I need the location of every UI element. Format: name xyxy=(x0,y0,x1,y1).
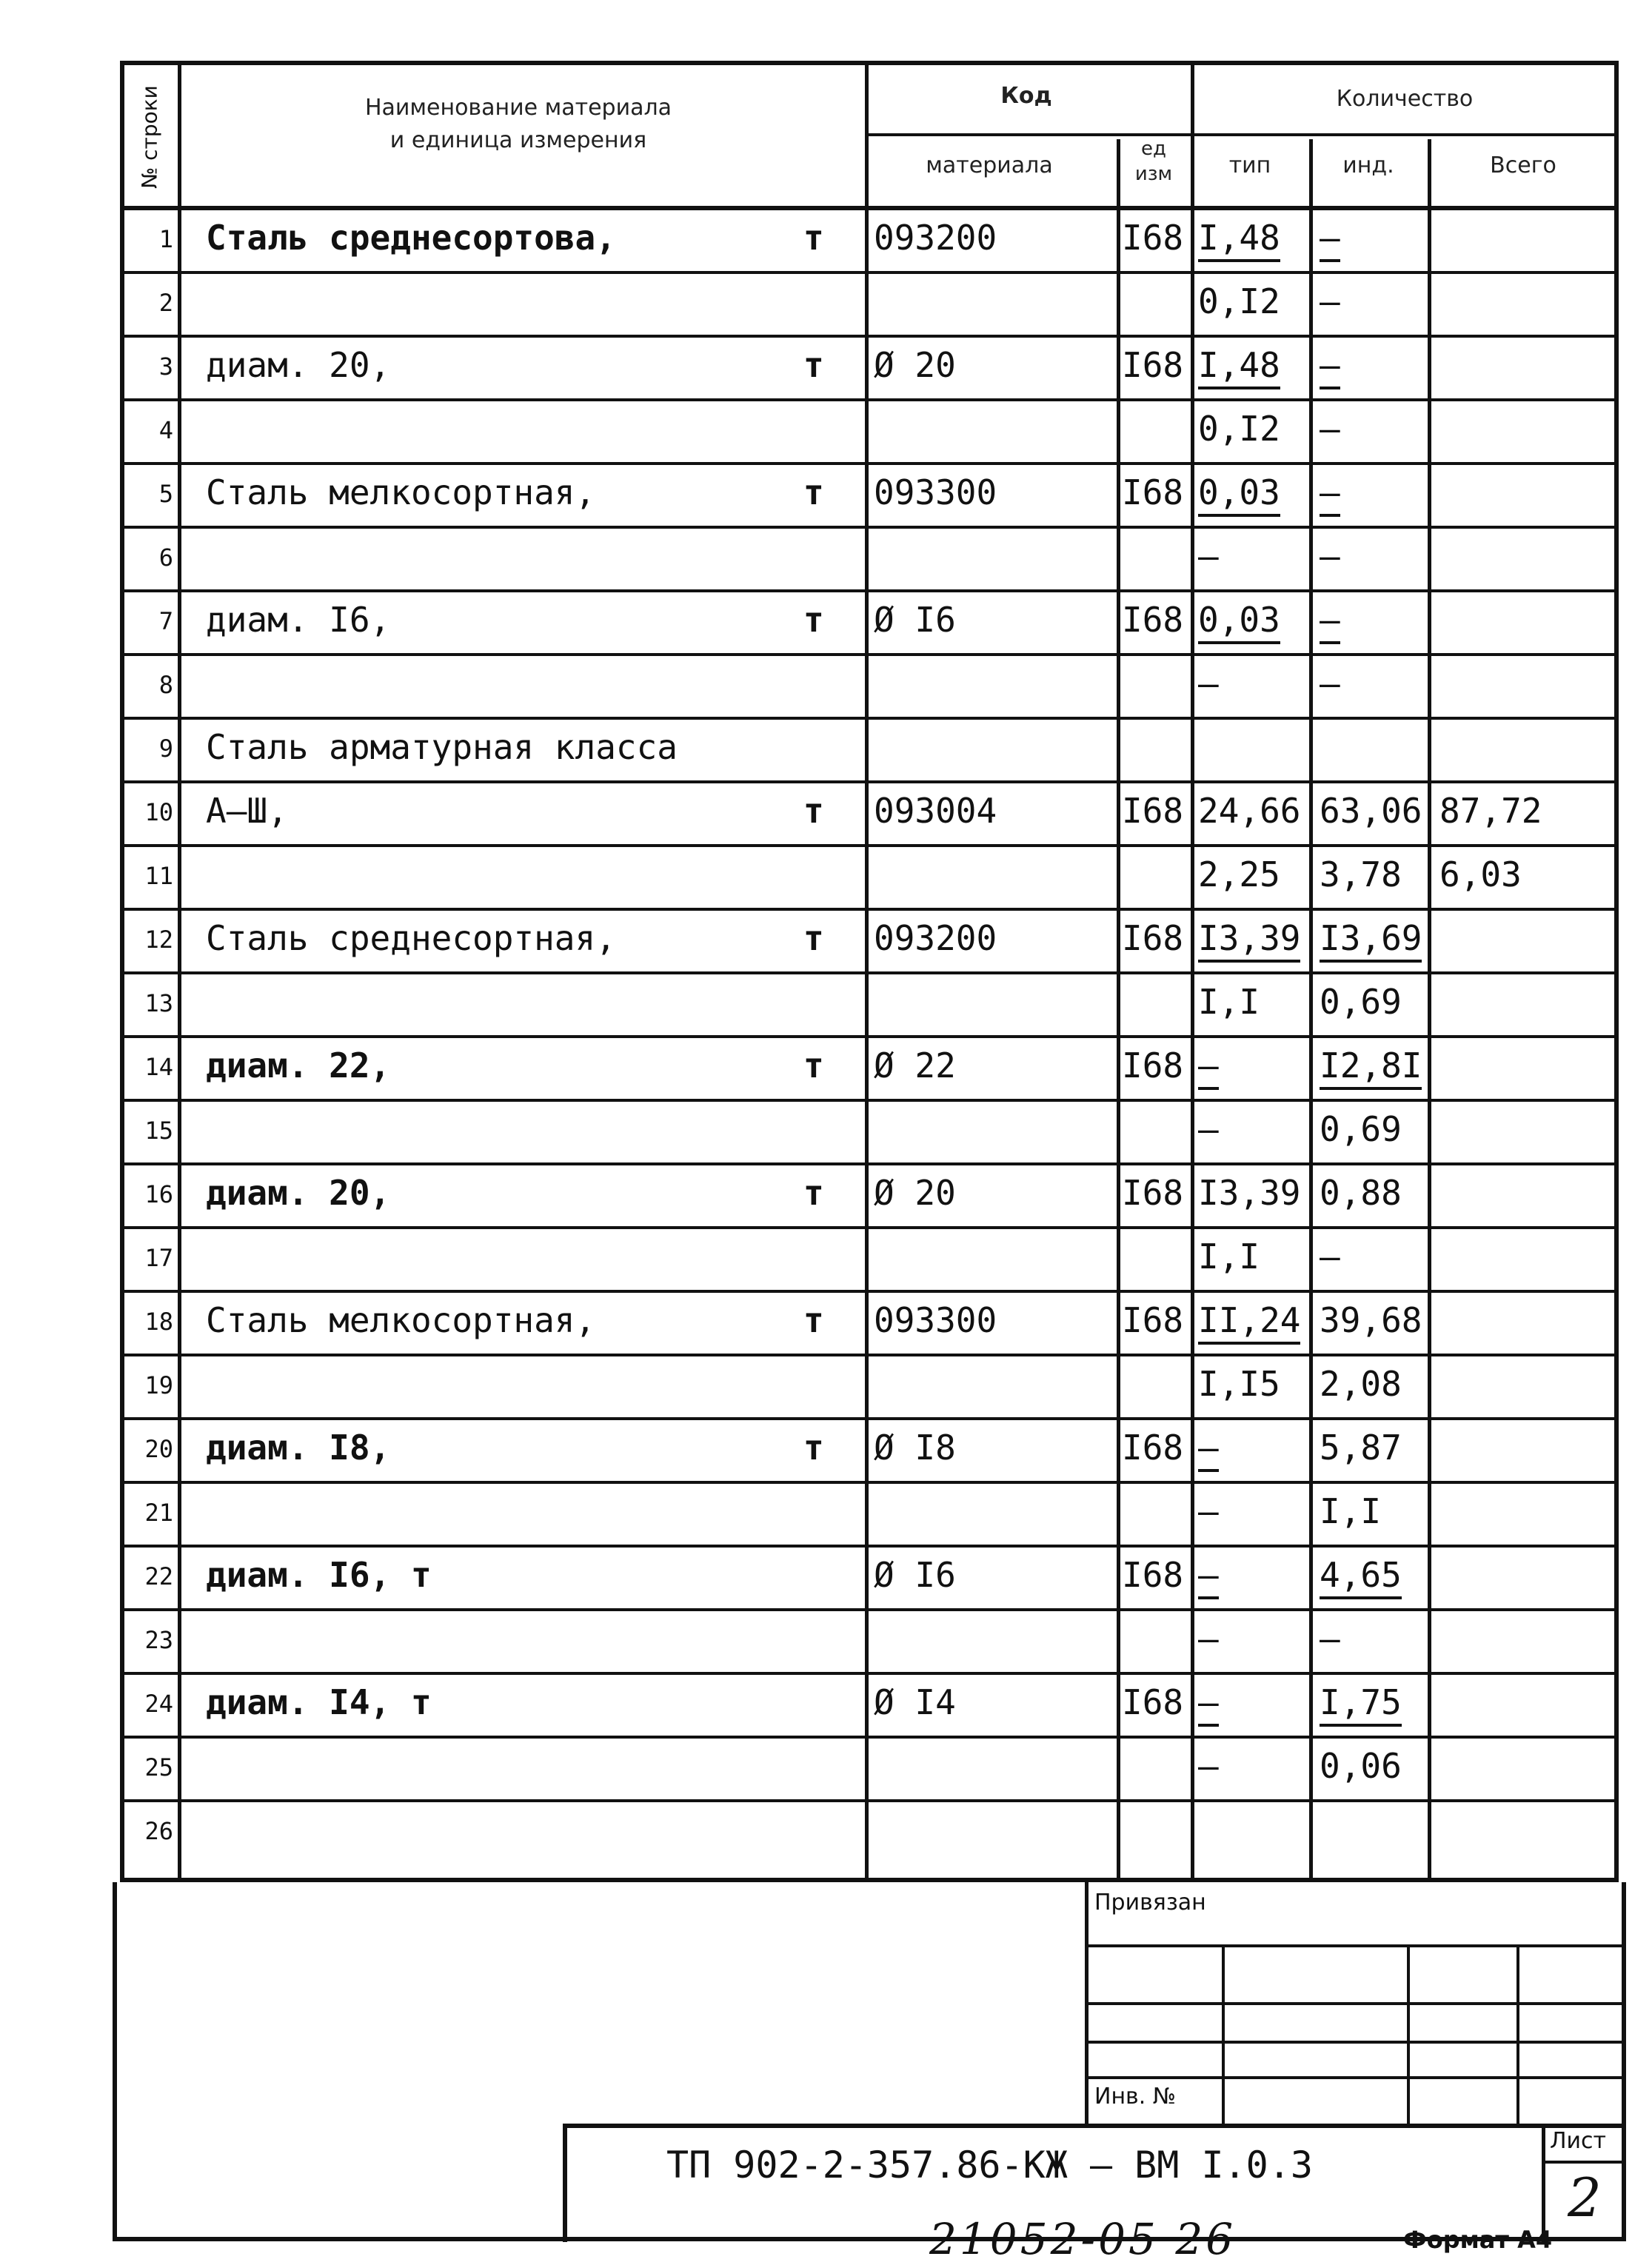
cell-n: 24 xyxy=(144,1690,173,1718)
cell-ind: 0,69 xyxy=(1320,1109,1402,1149)
cell-unit: т xyxy=(803,600,824,640)
cell-tip: – xyxy=(1198,1555,1219,1599)
cell-mat: Ø 20 xyxy=(874,1173,956,1213)
cell-ind: 63,06 xyxy=(1320,791,1422,831)
cell-tip: – xyxy=(1198,1746,1219,1786)
row-number-header: № строки xyxy=(137,85,162,189)
cell-n: 19 xyxy=(144,1371,173,1399)
cell-tip: – xyxy=(1198,1682,1219,1727)
cell-ind: 0,69 xyxy=(1320,982,1402,1022)
qty-total-header: Всего xyxy=(1490,153,1556,178)
cell-tip: I,I xyxy=(1198,982,1260,1022)
quantity-header: Количество xyxy=(1336,86,1474,112)
cell-tip: I,48 xyxy=(1198,218,1280,262)
cell-tip: I,48 xyxy=(1198,345,1280,389)
cell-eu: I68 xyxy=(1122,1428,1184,1468)
row-divider xyxy=(124,908,1614,911)
row-divider xyxy=(124,589,1614,592)
cell-tip: I,I xyxy=(1198,1237,1260,1277)
cell-name: Сталь мелкосортная, xyxy=(206,1300,596,1340)
cell-name: Сталь среднесортова, xyxy=(206,218,616,258)
cell-ind: – xyxy=(1320,536,1340,576)
cell-unit: т xyxy=(803,345,824,385)
cell-n: 12 xyxy=(144,926,173,954)
cell-name: диам. I4, т xyxy=(206,1682,432,1722)
cell-mat: 093200 xyxy=(874,218,997,258)
cell-mat: 093004 xyxy=(874,791,997,831)
row-divider xyxy=(124,780,1614,783)
cell-ind: 39,68 xyxy=(1320,1300,1422,1340)
cell-name: диам. I8, xyxy=(206,1428,391,1468)
row-divider xyxy=(124,335,1614,338)
sheet-divider xyxy=(1545,2161,1626,2164)
cell-ind: I,75 xyxy=(1320,1682,1402,1727)
cell-mat: Ø 20 xyxy=(874,345,956,385)
name-header-line1: Наименование материала xyxy=(364,95,672,121)
cell-eu: I68 xyxy=(1122,600,1184,640)
cell-n: 18 xyxy=(144,1308,173,1336)
code-unit-header-1: ед xyxy=(1141,138,1166,160)
cell-ind: – xyxy=(1320,1237,1340,1277)
cell-mat: 093300 xyxy=(874,1300,997,1340)
cell-ind: – xyxy=(1320,281,1340,321)
cell-n: 20 xyxy=(144,1435,173,1463)
cell-n: 8 xyxy=(158,671,173,699)
cell-tip: 0,I2 xyxy=(1198,281,1280,321)
cell-name: диам. 20, xyxy=(206,345,391,385)
cell-unit: т xyxy=(803,1300,824,1340)
cell-mat: Ø I6 xyxy=(874,600,956,640)
approval-block xyxy=(1085,1882,1626,2124)
cell-eu: I68 xyxy=(1122,1555,1184,1595)
cell-unit: т xyxy=(803,472,824,512)
row-divider xyxy=(124,1736,1614,1739)
cell-name: Сталь арматурная класса xyxy=(206,727,678,767)
cell-n: 2 xyxy=(158,289,173,317)
cell-tip: 0,03 xyxy=(1198,600,1280,644)
cell-mat: Ø I8 xyxy=(874,1428,956,1468)
cell-ind: – xyxy=(1320,218,1340,262)
row-divider xyxy=(124,1290,1614,1293)
cell-mat: 093300 xyxy=(874,472,997,512)
row-divider xyxy=(124,653,1614,656)
cell-n: 25 xyxy=(144,1753,173,1781)
cell-ind: 0,06 xyxy=(1320,1746,1402,1786)
row-divider xyxy=(124,398,1614,401)
row-divider xyxy=(124,1226,1614,1229)
cell-ind: I2,8I xyxy=(1320,1045,1422,1090)
sheet-number-box xyxy=(1542,2124,1626,2242)
cell-tip: – xyxy=(1198,1045,1219,1090)
cell-tip: – xyxy=(1198,1109,1219,1149)
row-divider xyxy=(124,1417,1614,1420)
cell-n: 21 xyxy=(144,1499,173,1527)
qty-ind-header: инд. xyxy=(1342,153,1394,178)
cell-n: 3 xyxy=(158,352,173,381)
row-divider xyxy=(124,844,1614,847)
cell-unit: т xyxy=(803,791,824,831)
cell-n: 23 xyxy=(144,1626,173,1654)
cell-tip: I,I5 xyxy=(1198,1364,1280,1404)
cell-mat: Ø I4 xyxy=(874,1682,956,1722)
cell-eu: I68 xyxy=(1122,218,1184,258)
row-divider xyxy=(124,1099,1614,1102)
cell-name: А–Ш, xyxy=(206,791,288,831)
cell-eu: I68 xyxy=(1122,791,1184,831)
cell-tip: 24,66 xyxy=(1198,791,1301,831)
cell-unit: т xyxy=(803,218,824,258)
cell-eu: I68 xyxy=(1122,345,1184,385)
stamp-col xyxy=(1222,1944,1225,2124)
cell-eu: I68 xyxy=(1122,1173,1184,1213)
cell-n: 11 xyxy=(144,862,173,890)
cell-n: 13 xyxy=(144,989,173,1017)
sheet-label: Лист xyxy=(1550,2128,1607,2154)
cell-n: 14 xyxy=(144,1053,173,1081)
cell-ind: I,I xyxy=(1320,1491,1382,1531)
cell-ind: – xyxy=(1320,345,1340,389)
cell-tip: I3,39 xyxy=(1198,918,1300,963)
cell-n: 6 xyxy=(158,543,173,572)
inventory-label: Инв. № xyxy=(1094,2084,1177,2110)
cell-tip: 0,03 xyxy=(1198,472,1280,517)
cell-name: диам. 20, xyxy=(206,1173,391,1213)
cell-eu: I68 xyxy=(1122,1682,1184,1722)
row-divider xyxy=(124,1672,1614,1675)
cell-tip: I3,39 xyxy=(1198,1173,1301,1213)
cell-tip: – xyxy=(1198,1619,1219,1659)
cell-n: 5 xyxy=(158,480,173,508)
cell-tot: 6,03 xyxy=(1439,854,1522,894)
cell-mat: Ø 22 xyxy=(874,1045,956,1085)
row-divider xyxy=(124,1354,1614,1356)
stamp-line xyxy=(1088,1944,1626,1947)
cell-eu: I68 xyxy=(1122,472,1184,512)
cell-n: 26 xyxy=(144,1817,173,1845)
bound-label: Привязан xyxy=(1094,1890,1206,1916)
cell-ind: – xyxy=(1320,663,1340,703)
cell-tip: 0,I2 xyxy=(1198,409,1280,449)
cell-unit: т xyxy=(803,918,824,958)
document-designation: ТП 902-2-357.86-КЖ – ВМ I.0.3 xyxy=(666,2144,1313,2187)
cell-name: диам. I6, xyxy=(206,600,391,640)
stamp-line xyxy=(1088,2002,1626,2005)
cell-n: 17 xyxy=(144,1244,173,1272)
row-divider xyxy=(124,1608,1614,1611)
row-divider xyxy=(124,1035,1614,1038)
row-divider xyxy=(124,971,1614,974)
stamp-col xyxy=(1516,1944,1519,2124)
cell-tot: 87,72 xyxy=(1439,791,1542,831)
cell-ind: 3,78 xyxy=(1320,854,1402,894)
cell-n: 10 xyxy=(144,798,173,826)
stamp-line xyxy=(1088,2076,1626,2079)
cell-n: 22 xyxy=(144,1562,173,1590)
cell-n: 4 xyxy=(158,416,173,444)
cell-ind: – xyxy=(1320,1619,1340,1659)
sheet-number: 2 xyxy=(1568,2167,1602,2229)
cell-unit: т xyxy=(803,1045,824,1085)
cell-ind: – xyxy=(1320,600,1340,644)
row-divider xyxy=(124,1799,1614,1802)
format-label: Формат А4 xyxy=(1403,2226,1553,2254)
cell-name: Сталь мелкосортная, xyxy=(206,472,596,512)
cell-tip: – xyxy=(1198,1491,1219,1531)
cell-unit: т xyxy=(803,1173,824,1213)
cell-eu: I68 xyxy=(1122,1300,1184,1340)
cell-ind: 5,87 xyxy=(1320,1428,1402,1468)
row-divider xyxy=(124,1481,1614,1484)
row-divider xyxy=(124,526,1614,529)
cell-n: 15 xyxy=(144,1117,173,1145)
cell-mat: Ø I6 xyxy=(874,1555,956,1595)
header-subline xyxy=(865,133,1614,136)
cell-n: 9 xyxy=(158,735,173,763)
stamp-col xyxy=(1407,1944,1410,2124)
cell-unit: т xyxy=(803,1428,824,1468)
name-header-line2: и единица измерения xyxy=(389,127,647,153)
header-bottom-line xyxy=(124,206,1614,210)
cell-ind: I3,69 xyxy=(1320,918,1422,963)
cell-tip: 2,25 xyxy=(1198,854,1280,894)
row-divider xyxy=(124,1162,1614,1165)
row-divider xyxy=(124,717,1614,720)
cell-n: 7 xyxy=(158,607,173,635)
cell-tip: – xyxy=(1198,663,1219,703)
cell-tip: – xyxy=(1198,536,1219,576)
cell-n: 16 xyxy=(144,1180,173,1208)
cell-ind: – xyxy=(1320,472,1340,517)
cell-n: 1 xyxy=(158,225,173,253)
cell-name: Сталь среднесортная, xyxy=(206,918,616,958)
cell-tip: – xyxy=(1198,1428,1219,1472)
cell-ind: 2,08 xyxy=(1320,1364,1402,1404)
cell-tip: II,24 xyxy=(1198,1300,1300,1345)
cell-name: диам. 22, xyxy=(206,1045,391,1085)
cell-eu: I68 xyxy=(1122,918,1184,958)
cell-eu: I68 xyxy=(1122,1045,1184,1085)
code-material-header: материала xyxy=(926,153,1053,178)
cell-ind: – xyxy=(1320,409,1340,449)
cell-name: диам. I6, т xyxy=(206,1555,432,1595)
cell-mat: 093200 xyxy=(874,918,997,958)
handwritten-code: 21052-05 26 xyxy=(929,2214,1237,2264)
stamp-line xyxy=(1088,2041,1626,2044)
row-divider xyxy=(124,271,1614,274)
code-header: Код xyxy=(1000,83,1052,109)
row-divider xyxy=(124,1545,1614,1548)
code-unit-header-2: изм xyxy=(1134,163,1173,185)
cell-ind: 0,88 xyxy=(1320,1173,1402,1213)
cell-ind: 4,65 xyxy=(1320,1555,1402,1599)
qty-type-header: тип xyxy=(1228,153,1271,178)
row-divider xyxy=(124,462,1614,465)
